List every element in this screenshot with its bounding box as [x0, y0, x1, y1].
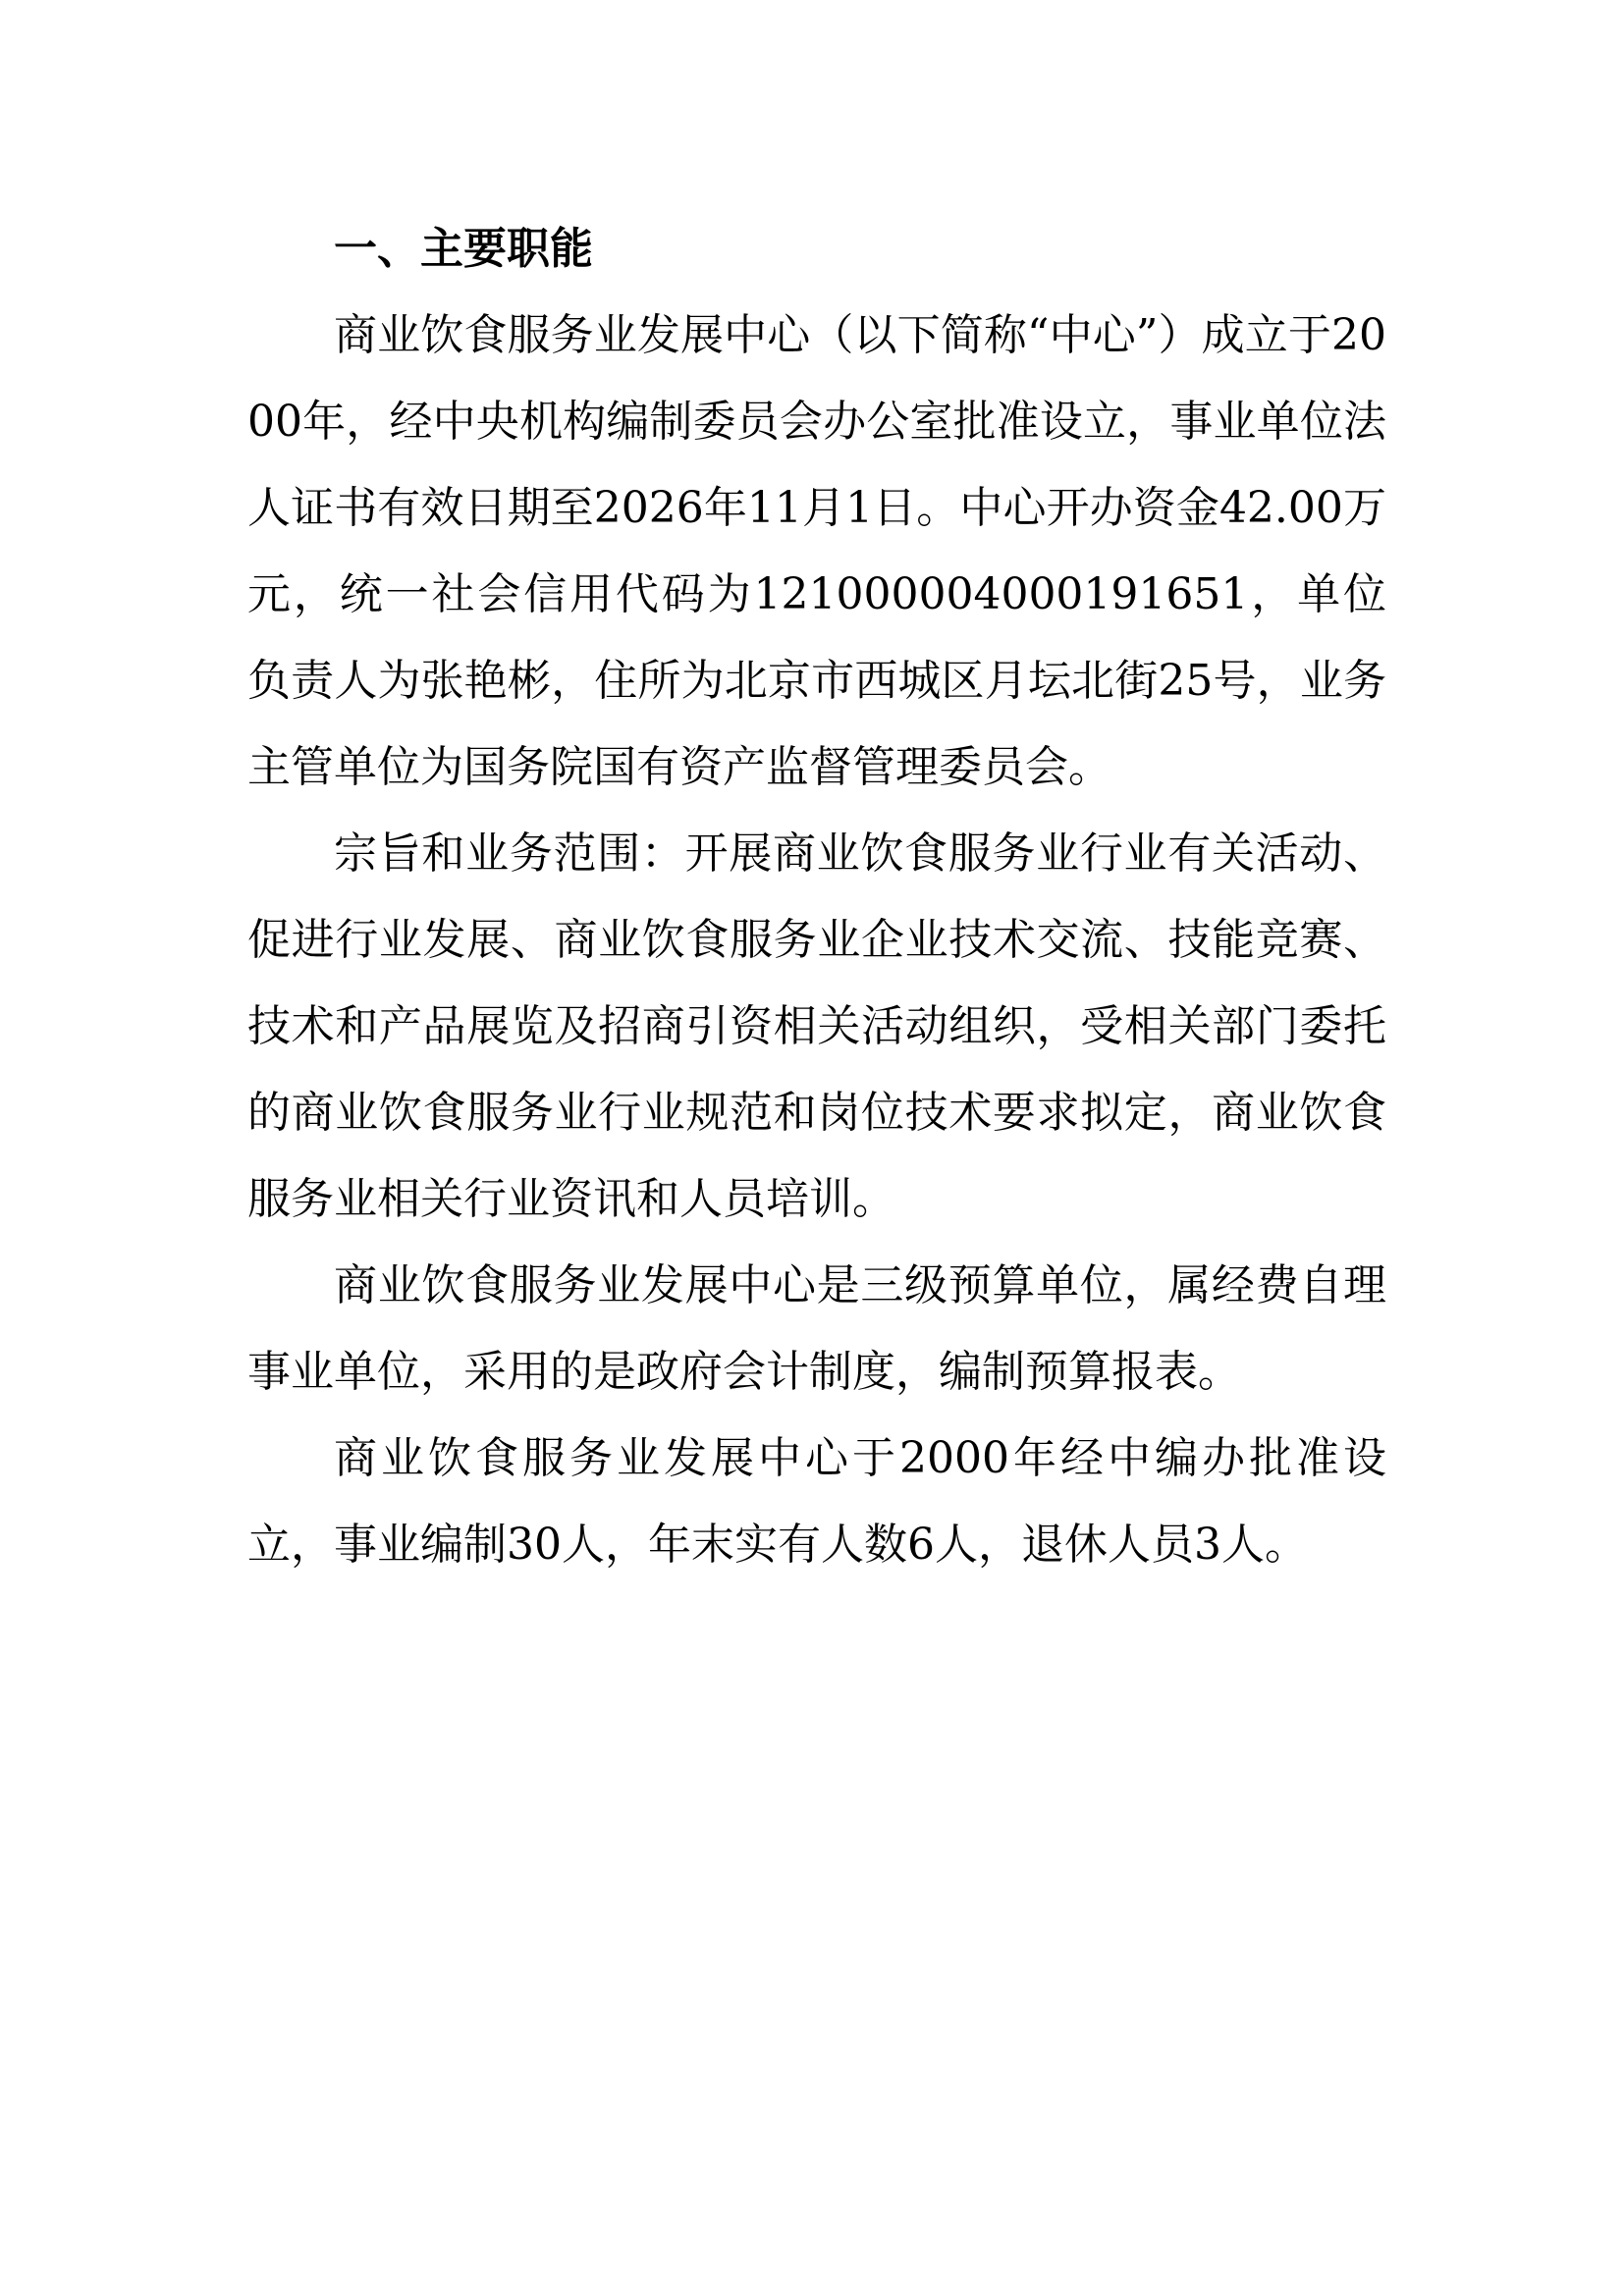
section-heading: 一、主要职能 [334, 224, 593, 274]
document-body [247, 206, 1386, 1588]
paragraph-overview: 商业饮食服务业发展中心（以下简称“中心”）成立于2000年，经中央机构编制委员会办公室批准设立，事业单位法人证书有效日期至2026年11月1日。中心开办资金42.00万元，统一社会信用代码为121000004000191651，单位负责人为张艳彬，住所为北京市西城区月坛北街25号，业务主管单位为国务院国有资产监督管理委员会。 [247, 310, 1386, 792]
paragraph-budget: 商业饮食服务业发展中心是三级预算单位，属经费自理事业单位，采用的是政府会计制度，编制预算报表。 [247, 1260, 1386, 1397]
paragraph-scope: 宗旨和业务范围：开展商业饮食服务业行业有关活动、促进行业发展、商业饮食服务业企业技术交流、技能竞赛、技术和产品展览及招商引资相关活动组织，受相关部门委托的商业饮食服务业行业规范和岗位技术要求拟定，商业饮食服务业相关行业资讯和人员培训。 [247, 828, 1386, 1224]
paragraph-staffing: 商业饮食服务业发展中心于2000年经中编办批准设立，事业编制30人，年末实有人数6人，退休人员3人。 [247, 1433, 1386, 1570]
